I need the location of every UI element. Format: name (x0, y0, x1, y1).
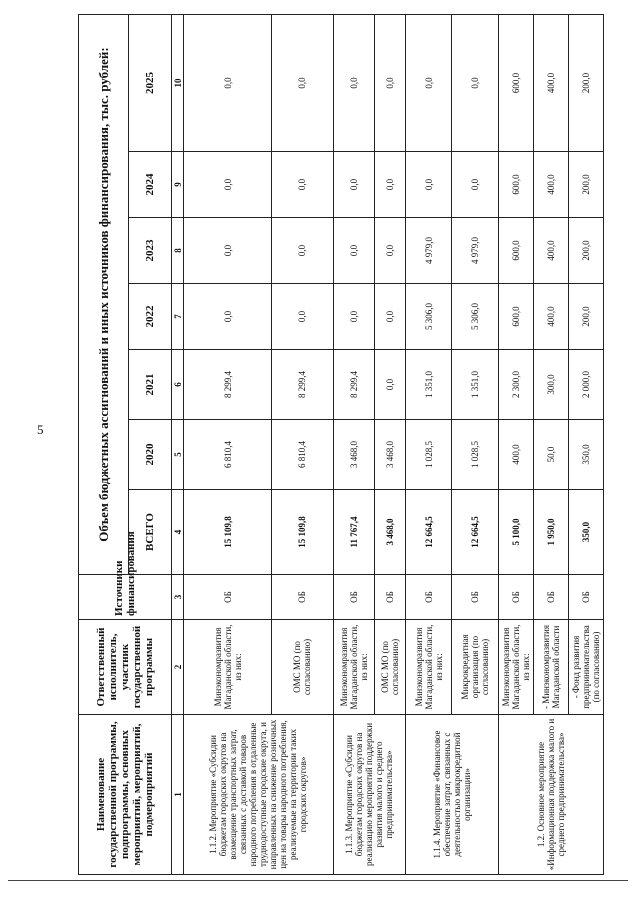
col-number: 7 (171, 284, 183, 350)
value-cell: 5 306,0 (452, 284, 498, 350)
table-row (498, 14, 533, 874)
value-cell: 0,0 (405, 14, 451, 151)
value-cell: 0,0 (374, 218, 405, 284)
value-cell: 6 810,4 (271, 420, 333, 490)
responsible-cell: ОМС МО (по согласованию) (271, 620, 333, 715)
col-number: 6 (171, 350, 183, 420)
value-cell: 2 000,0 (568, 350, 603, 420)
header-source: Источники финансирования (79, 575, 172, 620)
responsible-cell: ОМС МО (по согласованию) (374, 620, 405, 715)
source-cell: ОБ (184, 575, 272, 620)
value-cell: 2 300,0 (498, 350, 533, 420)
value-cell: 400,0 (498, 420, 533, 490)
measure-name: 1.1.4. Мероприятие «Финансовое обеспечение затрат, связанных с деятельностью микрокредитной организации» (405, 715, 498, 875)
responsible-cell: Минэкономразвития Магаданской области, из них: (184, 620, 272, 715)
value-cell: 8 299,4 (184, 350, 272, 420)
source-cell: ОБ (533, 575, 568, 620)
value-cell: 3 468,0 (333, 420, 374, 490)
value-cell: 0,0 (452, 14, 498, 151)
value-cell: 4 979,0 (405, 218, 451, 284)
value-cell: 3 468,0 (374, 420, 405, 490)
value-total: 3 468,0 (374, 490, 405, 575)
value-cell: 50,0 (533, 420, 568, 490)
col-number: 5 (171, 420, 183, 490)
col-number: 9 (171, 152, 183, 218)
value-cell: 0,0 (333, 218, 374, 284)
col-number: 8 (171, 218, 183, 284)
value-cell: 400,0 (533, 284, 568, 350)
value-cell: 0,0 (184, 14, 272, 151)
value-cell: 4 979,0 (452, 218, 498, 284)
value-cell: 0,0 (333, 14, 374, 151)
value-cell: 1 028,5 (405, 420, 451, 490)
value-cell: 8 299,4 (333, 350, 374, 420)
value-total: 1 950,0 (533, 490, 568, 575)
rotated-table-container (78, 15, 604, 875)
header-year-2021: 2021 (128, 350, 171, 420)
col-number: 4 (171, 490, 183, 575)
page-bottom-rule (8, 880, 628, 881)
responsible-cell: - Фонд развития предпринимательства (по согласованию) (568, 620, 603, 715)
value-cell: 0,0 (271, 152, 333, 218)
value-cell: 400,0 (533, 152, 568, 218)
value-cell: 350,0 (568, 420, 603, 490)
header-volume: Объем бюджетных ассигнований и иных источников финансирования, тыс. рублей: (79, 14, 129, 574)
financing-table (78, 14, 604, 875)
responsible-cell: Минэкономразвития Магаданской области, из них: (405, 620, 451, 715)
value-total: 11 767,4 (333, 490, 374, 575)
header-year-2025: 2025 (128, 14, 171, 151)
value-cell: 200,0 (568, 218, 603, 284)
col-number: 1 (171, 715, 183, 875)
header-year-2024: 2024 (128, 152, 171, 218)
value-cell: 1 351,0 (452, 350, 498, 420)
value-total: 350,0 (568, 490, 603, 575)
value-cell: 200,0 (568, 14, 603, 151)
responsible-cell: - Минэкономразвития Магаданской области (533, 620, 568, 715)
source-cell: ОБ (568, 575, 603, 620)
value-total: 12 664,5 (452, 490, 498, 575)
value-cell: 0,0 (333, 152, 374, 218)
value-cell: 1 351,0 (405, 350, 451, 420)
header-name: Наименование государственной программы, подпрограммы, основных мероприятий, мероприятий, подмероприятий (79, 715, 172, 875)
value-cell: 0,0 (333, 284, 374, 350)
value-cell: 5 306,0 (405, 284, 451, 350)
measure-name: 1.2. Основное мероприятие «Информационная поддержка малого и среднего предпринимательства» (498, 715, 603, 875)
responsible-cell: Минэкономразвития Магаданской области, из них: (498, 620, 533, 715)
source-cell: ОБ (271, 575, 333, 620)
table-row (184, 14, 272, 874)
value-cell: 0,0 (374, 284, 405, 350)
col-number: 10 (171, 14, 183, 151)
value-cell: 600,0 (498, 218, 533, 284)
value-cell: 600,0 (498, 284, 533, 350)
page-number: 5 (37, 422, 44, 437)
value-cell: 0,0 (452, 152, 498, 218)
value-cell: 0,0 (184, 218, 272, 284)
measure-name: 1.1.2. Мероприятие «Субсидии бюджетам городских округов на возмещение транспортных затрат, связанных с доставкой товаров народного потребления в отдаленные труднодоступные городские округа, и направленных на снижение розничных цен на товары народного потребления, реализуемые на территории таких городских округов» (184, 715, 334, 875)
value-cell: 600,0 (498, 14, 533, 151)
header-year-total: ВСЕГО (128, 490, 171, 575)
value-cell: 8 299,4 (271, 350, 333, 420)
value-cell: 0,0 (374, 14, 405, 151)
value-cell: 200,0 (568, 284, 603, 350)
value-cell: 0,0 (271, 14, 333, 151)
value-cell: 0,0 (271, 284, 333, 350)
source-cell: ОБ (498, 575, 533, 620)
value-cell: 600,0 (498, 152, 533, 218)
col-number: 3 (171, 575, 183, 620)
col-number: 2 (171, 620, 183, 715)
value-total: 15 109,8 (184, 490, 272, 575)
value-cell: 200,0 (568, 152, 603, 218)
source-cell: ОБ (405, 575, 451, 620)
measure-name: 1.1.3. Мероприятие «Субсидии бюджетам городских округов на реализацию мероприятий поддержки развития малого и среднего предпринимательства» (333, 715, 405, 875)
value-cell: 0,0 (374, 152, 405, 218)
responsible-cell: Микрокредитная организация (по согласованию) (452, 620, 498, 715)
value-cell: 0,0 (184, 152, 272, 218)
value-cell: 0,0 (271, 218, 333, 284)
responsible-cell: Минэкономразвития Магаданской области, из них: (333, 620, 374, 715)
value-cell: 6 810,4 (184, 420, 272, 490)
value-cell: 0,0 (184, 284, 272, 350)
value-cell: 1 028,5 (452, 420, 498, 490)
header-year-2023: 2023 (128, 218, 171, 284)
table-row (405, 14, 451, 874)
value-total: 5 100,0 (498, 490, 533, 575)
source-cell: ОБ (452, 575, 498, 620)
header-year-2022: 2022 (128, 284, 171, 350)
value-cell: 300,0 (533, 350, 568, 420)
value-cell: 0,0 (405, 152, 451, 218)
source-cell: ОБ (374, 575, 405, 620)
header-responsible: Ответственный исполнитель, участник государственной программы (79, 620, 172, 715)
value-total: 12 664,5 (405, 490, 451, 575)
value-cell: 400,0 (533, 14, 568, 151)
value-cell: 400,0 (533, 218, 568, 284)
value-cell: 0,0 (374, 350, 405, 420)
header-year-2020: 2020 (128, 420, 171, 490)
value-total: 15 109,8 (271, 490, 333, 575)
source-cell: ОБ (333, 575, 374, 620)
table-row (333, 14, 374, 874)
